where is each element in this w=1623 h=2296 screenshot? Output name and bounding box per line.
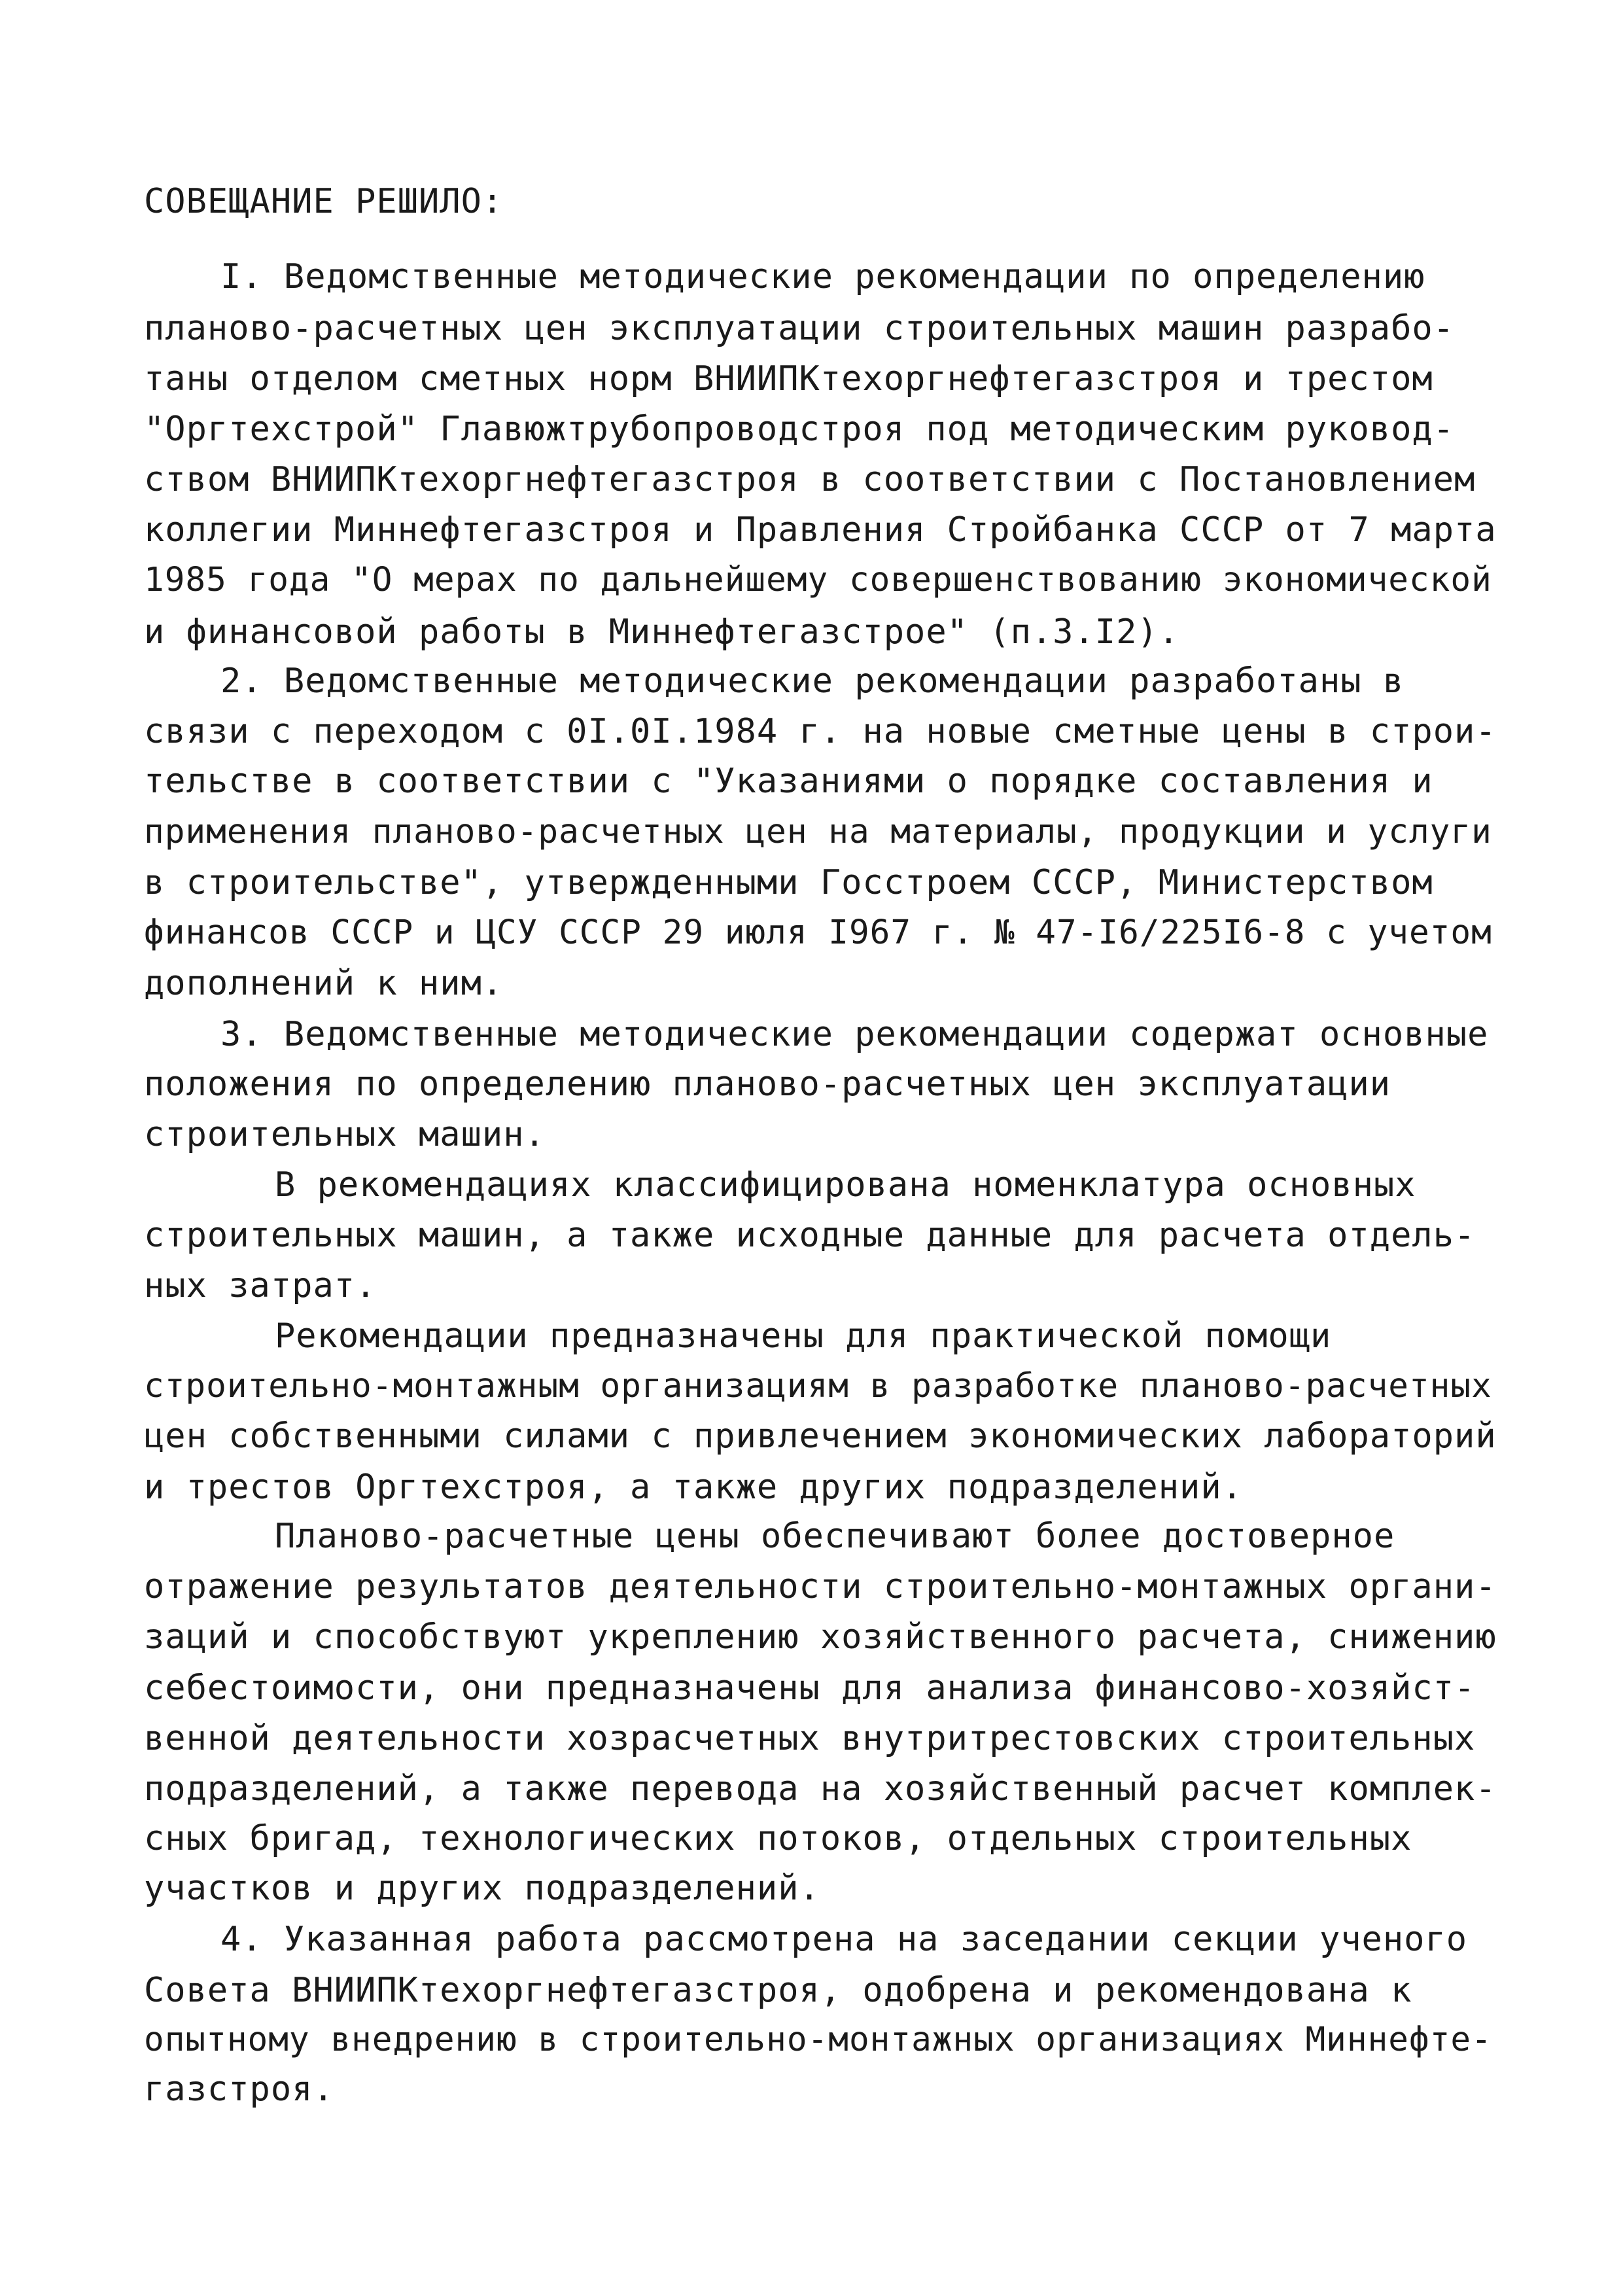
text-line: строительных машин, а также исходные данные для расчета отдель- xyxy=(144,1216,1476,1255)
text-line: В рекомендациях классифицирована номенклатура основных xyxy=(275,1165,1416,1205)
text-line: "Оргтехстрой" Главюжтрубопроводстроя под методическим руковод- xyxy=(144,410,1455,449)
text-line: 3. Ведомственные методические рекомендации содержат основные xyxy=(220,1015,1489,1054)
text-line: газстроя. xyxy=(144,2070,334,2109)
text-line: подразделений, а также перевода на хозяйственный расчет комплек- xyxy=(144,1769,1497,1809)
text-line: дополнений к ним. xyxy=(144,964,504,1003)
heading: СОВЕЩАНИЕ РЕШИЛО: xyxy=(144,182,504,221)
text-line: связи с переходом с 0I.0I.1984 г. на новые сметные цены в строи- xyxy=(144,712,1497,751)
text-line: планово-расчетных цен эксплуатации строительных машин разрабо- xyxy=(144,309,1455,348)
text-line: положения по определению планово-расчетных цен эксплуатации xyxy=(144,1065,1391,1104)
text-line: и трестов Оргтехстроя, а также других подразделений. xyxy=(144,1468,1243,1507)
text-line: ных затрат. xyxy=(144,1266,377,1305)
text-line: опытному внедрению в строительно-монтажных организациях Миннефте- xyxy=(144,2021,1492,2059)
text-line: строительных машин. xyxy=(144,1115,546,1154)
text-line: I. Ведомственные методические рекомендации по определению xyxy=(220,257,1425,296)
text-line: венной деятельности хозрасчетных внутритрестовских строительных xyxy=(144,1719,1476,1758)
text-line: 2. Ведомственные методические рекомендации разработаны в xyxy=(220,662,1405,701)
text-line: и финансовой работы в Миннефтегазстрое" (п.3.I2). xyxy=(144,612,1180,652)
text-line: цен собственными силами с привлечением экономических лабораторий xyxy=(144,1417,1497,1456)
text-line: 1985 года "О мерах по дальнейшему совершенствованию экономической xyxy=(144,561,1492,599)
text-line: отражение результатов деятельности строительно-монтажных органи- xyxy=(144,1567,1497,1606)
text-line: Совета ВНИИПКтехоргнефтегазстроя, одобрена и рекомендована к xyxy=(144,1971,1412,2010)
text-line: Планово-расчетные цены обеспечивают более достоверное xyxy=(275,1517,1395,1556)
text-line: строительно-монтажным организациям в разработке планово-расчетных xyxy=(144,1367,1492,1405)
text-line: заций и способствуют укреплению хозяйственного расчета, снижению xyxy=(144,1617,1497,1657)
text-line: финансов СССР и ЦСУ СССР 29 июля I967 г. № 47-I6/225I6-8 с учетом xyxy=(144,913,1492,952)
text-line: 4. Указанная работа рассмотрена на заседании секции ученого xyxy=(220,1920,1468,1959)
text-line: сных бригад, технологических потоков, отдельных строительных xyxy=(144,1819,1412,1858)
text-line: коллегии Миннефтегазстроя и Правления Стройбанка СССР от 7 марта xyxy=(144,510,1497,550)
text-line: ством ВНИИПКтехоргнефтегазстроя в соответствии с Постановлением xyxy=(144,460,1476,499)
text-line: таны отделом сметных норм ВНИИПКтехоргнефтегазстроя и трестом xyxy=(144,359,1433,398)
text-line: участков и других подразделений. xyxy=(144,1869,820,1908)
text-line: Рекомендации предназначены для практической помощи xyxy=(275,1316,1332,1356)
text-line: тельстве в соответствии с "Указаниями о порядке составления и xyxy=(144,762,1433,801)
text-line: себестоимости, они предназначены для анализа финансово-хозяйст- xyxy=(144,1669,1476,1708)
text-line: применения планово-расчетных цен на материалы, продукции и услуги xyxy=(144,813,1492,851)
text-line: в строительстве", утвержденными Госстроем СССР, Министерством xyxy=(144,863,1433,902)
